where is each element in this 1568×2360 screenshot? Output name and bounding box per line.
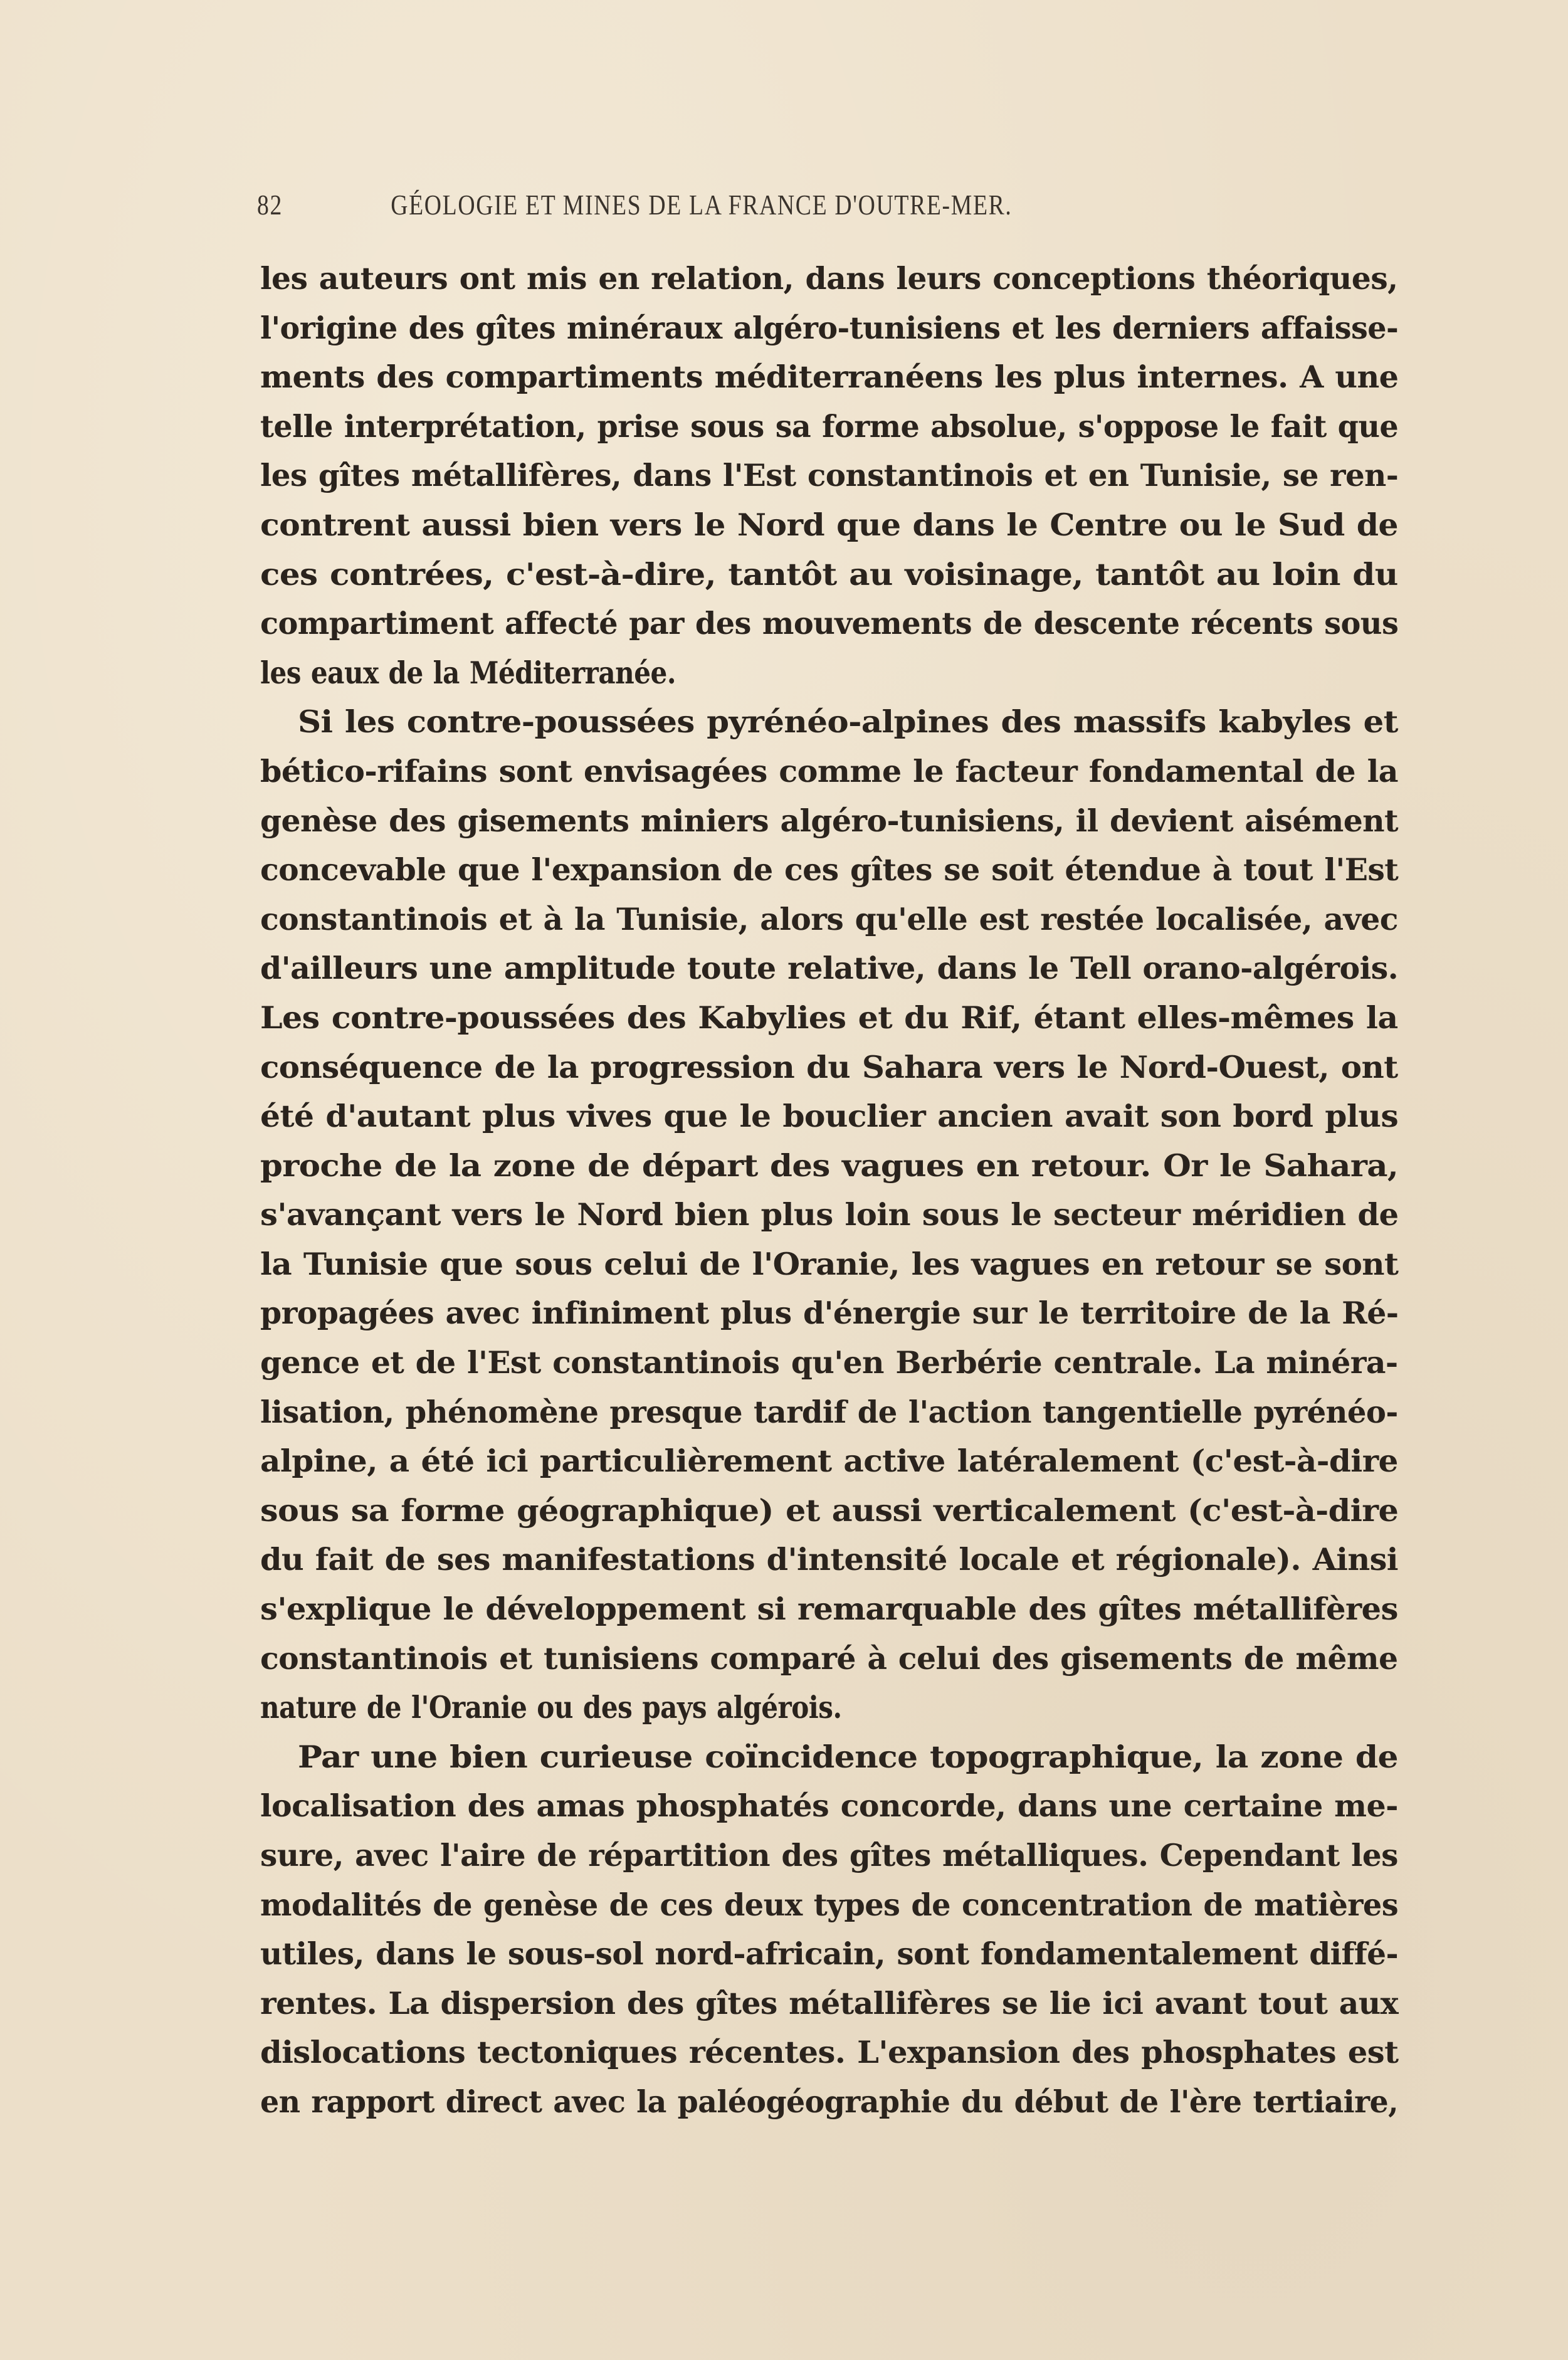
paragraph: [260, 254, 1398, 697]
text-line: bético-rifains sont envisagées comme le facteur fondamental de la: [260, 752, 1398, 789]
text-line: les eaux de la Méditerranée.: [260, 654, 676, 691]
text-line: proche de la zone de départ des vagues en retour. Or le Sahara,: [260, 1147, 1399, 1184]
text-line: utiles, dans le sous-sol nord-africain, sont fondamentalement diffé-: [260, 1936, 1399, 1973]
text-line: Les contre-poussées des Kabylies et du Rif, étant elles-mêmes la: [260, 999, 1398, 1036]
text-line: modalités de genèse de ces deux types de concentration de matières: [260, 1886, 1399, 1923]
text-line: Si les contre-poussées pyrénéo-alpines des massifs kabyles et: [298, 703, 1398, 740]
running-head: [257, 188, 1100, 238]
text-line: sous sa forme géographique) et aussi verticalement (c'est-à-dire: [260, 1492, 1399, 1529]
text-line: lisation, phénomène presque tardif de l'action tangentielle pyrénéo-: [260, 1393, 1398, 1430]
text-line: propagées avec infiniment plus d'énergie sur le territoire de la Ré-: [260, 1295, 1399, 1332]
page-number: 82: [257, 189, 283, 221]
text-line: telle interprétation, prise sous sa forme absolue, s'oppose le fait que: [260, 408, 1399, 445]
text-line: Par une bien curieuse coïncidence topographique, la zone de: [298, 1738, 1398, 1775]
text-line: l'origine des gîtes minéraux algéro-tunisiens et les derniers affaisse-: [260, 309, 1399, 346]
text-line: la Tunisie que sous celui de l'Oranie, les vagues en retour se sont: [260, 1245, 1399, 1282]
text-line: rentes. La dispersion des gîtes métallifères se lie ici avant tout aux: [260, 1984, 1399, 2021]
text-line: d'ailleurs une amplitude toute relative, dans le Tell orano-algérois.: [260, 950, 1399, 987]
text-line: nature de l'Oranie ou des pays algérois.: [260, 1689, 842, 1726]
text-line: s'explique le développement si remarquable des gîtes métallifères: [260, 1591, 1398, 1628]
paragraph: [260, 1732, 1398, 2127]
text-line: sure, avec l'aire de répartition des gîtes métalliques. Cependant les: [260, 1837, 1398, 1873]
text-line: s'avançant vers le Nord bien plus loin sous le secteur méridien de: [260, 1196, 1399, 1233]
text-line: constantinois et tunisiens comparé à celui des gisements de même: [260, 1640, 1398, 1677]
text-line: gence et de l'Est constantinois qu'en Berbérie centrale. La minéra-: [260, 1344, 1398, 1381]
text-line: été d'autant plus vives que le bouclier ancien avait son bord plus: [260, 1098, 1399, 1135]
text-line: les gîtes métallifères, dans l'Est constantinois et en Tunisie, se ren-: [260, 457, 1399, 494]
text-line: dislocations tectoniques récentes. L'expansion des phosphates est: [260, 2034, 1399, 2071]
text-line: les auteurs ont mis en relation, dans leurs conceptions théoriques,: [260, 260, 1398, 297]
text-line: genèse des gisements miniers algéro-tunisiens, il devient aisément: [260, 802, 1398, 839]
running-title: GÉOLOGIE ET MINES DE LA FRANCE D'OUTRE-MER.: [391, 189, 1013, 221]
text-line: alpine, a été ici particulièrement active latéralement (c'est-à-dire: [260, 1443, 1398, 1480]
text-line: compartiment affecté par des mouvements de descente récents sous: [260, 605, 1399, 642]
text-line: en rapport direct avec la paléogéographie du début de l'ère tertiaire,: [260, 2083, 1399, 2120]
text-line: localisation des amas phosphatés concorde, dans une certaine me-: [260, 1788, 1398, 1825]
text-line: contrent aussi bien vers le Nord que dans le Centre ou le Sud de: [260, 506, 1398, 543]
text-line: conséquence de la progression du Sahara vers le Nord-Ouest, ont: [260, 1048, 1398, 1085]
text-line: constantinois et à la Tunisie, alors qu'elle est restée localisée, avec: [260, 900, 1398, 937]
text-line: du fait de ses manifestations d'intensité locale et régionale). Ainsi: [260, 1541, 1398, 1578]
body-text: [260, 254, 1398, 2127]
text-line: concevable que l'expansion de ces gîtes se soit étendue à tout l'Est: [260, 851, 1399, 888]
paragraph: [260, 697, 1398, 1732]
text-line: ments des compartiments méditerranéens les plus internes. A une: [260, 359, 1399, 396]
text-line: ces contrées, c'est-à-dire, tantôt au voisinage, tantôt au loin du: [260, 556, 1398, 593]
